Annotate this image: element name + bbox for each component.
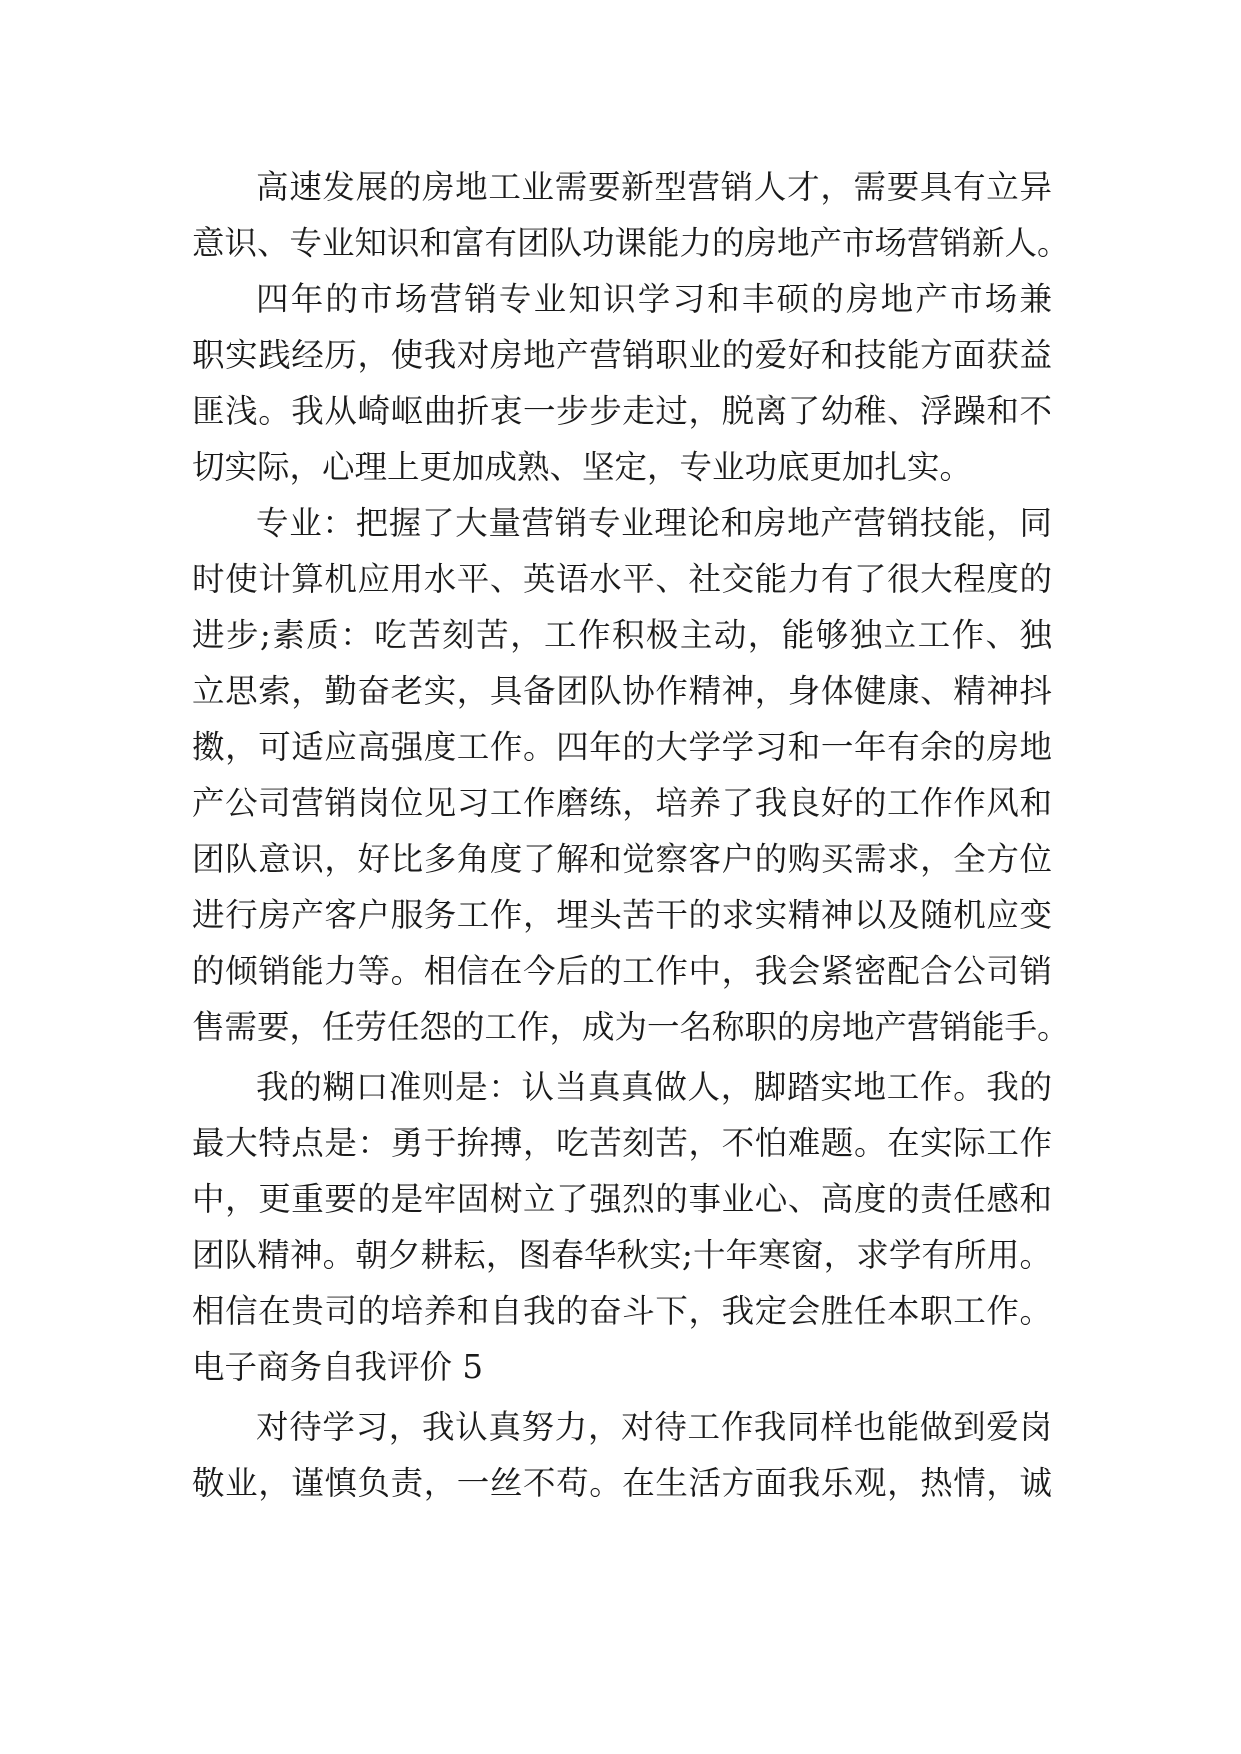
paragraph-3-line-6: 产公司营销岗位见习工作磨练，培养了我良好的工作作风和 bbox=[192, 784, 1052, 822]
paragraph-1-line-1: 高速发展的房地工业需要新型营销人才，需要具有立异 bbox=[256, 168, 1052, 206]
paragraph-3-line-10: 售需要，任劳任怨的工作，成为一名称职的房地产营销能手。 bbox=[192, 1008, 1070, 1046]
paragraph-3-line-5: 擞，可适应高强度工作。四年的大学学习和一年有余的房地 bbox=[192, 728, 1052, 766]
paragraph-2-line-2: 职实践经历，使我对房地产营销职业的爱好和技能方面获益 bbox=[192, 336, 1052, 374]
paragraph-4-line-3: 中，更重要的是牢固树立了强烈的事业心、高度的责任感和 bbox=[192, 1180, 1052, 1218]
paragraph-4-line-4: 团队精神。朝夕耕耘，图春华秋实;十年寒窗，求学有所用。 bbox=[192, 1236, 1052, 1274]
paragraph-2-line-4: 切实际，心理上更加成熟、坚定，专业功底更加扎实。 bbox=[192, 448, 973, 486]
paragraph-5-line-1: 对待学习，我认真努力，对待工作我同样也能做到爱岗 bbox=[256, 1408, 1052, 1446]
paragraph-2-line-3: 匪浅。我从崎岖曲折衷一步步走过，脱离了幼稚、浮躁和不 bbox=[192, 392, 1052, 430]
section-heading: 电子商务自我评价 5 bbox=[192, 1348, 484, 1386]
paragraph-4-line-5: 相信在贵司的培养和自我的奋斗下，我定会胜任本职工作。 bbox=[192, 1292, 1052, 1330]
paragraph-3-line-7: 团队意识，好比多角度了解和觉察客户的购买需求，全方位 bbox=[192, 840, 1052, 878]
paragraph-3-line-8: 进行房产客户服务工作，埋头苦干的求实精神以及随机应变 bbox=[192, 896, 1052, 934]
paragraph-3-line-9: 的倾销能力等。相信在今后的工作中，我会紧密配合公司销 bbox=[192, 952, 1052, 990]
paragraph-3-line-3: 进步;素质：吃苦刻苦，工作积极主动，能够独立工作、独 bbox=[192, 616, 1052, 654]
paragraph-3-line-2: 时使计算机应用水平、英语水平、社交能力有了很大程度的 bbox=[192, 560, 1052, 598]
paragraph-2-line-1: 四年的市场营销专业知识学习和丰硕的房地产市场兼 bbox=[256, 280, 1052, 318]
paragraph-3-line-4: 立思索，勤奋老实，具备团队协作精神，身体健康、精神抖 bbox=[192, 672, 1052, 710]
paragraph-5-line-2: 敬业，谨慎负责，一丝不苟。在生活方面我乐观，热情，诚 bbox=[192, 1464, 1052, 1502]
paragraph-4-line-2: 最大特点是：勇于拚搏，吃苦刻苦，不怕难题。在实际工作 bbox=[192, 1124, 1052, 1162]
paragraph-1-line-2: 意识、专业知识和富有团队功课能力的房地产市场营销新人。 bbox=[192, 224, 1070, 262]
paragraph-3-line-1: 专业：把握了大量营销专业理论和房地产营销技能，同 bbox=[256, 504, 1052, 542]
paragraph-4-line-1: 我的糊口准则是：认当真真做人，脚踏实地工作。我的 bbox=[256, 1068, 1052, 1106]
